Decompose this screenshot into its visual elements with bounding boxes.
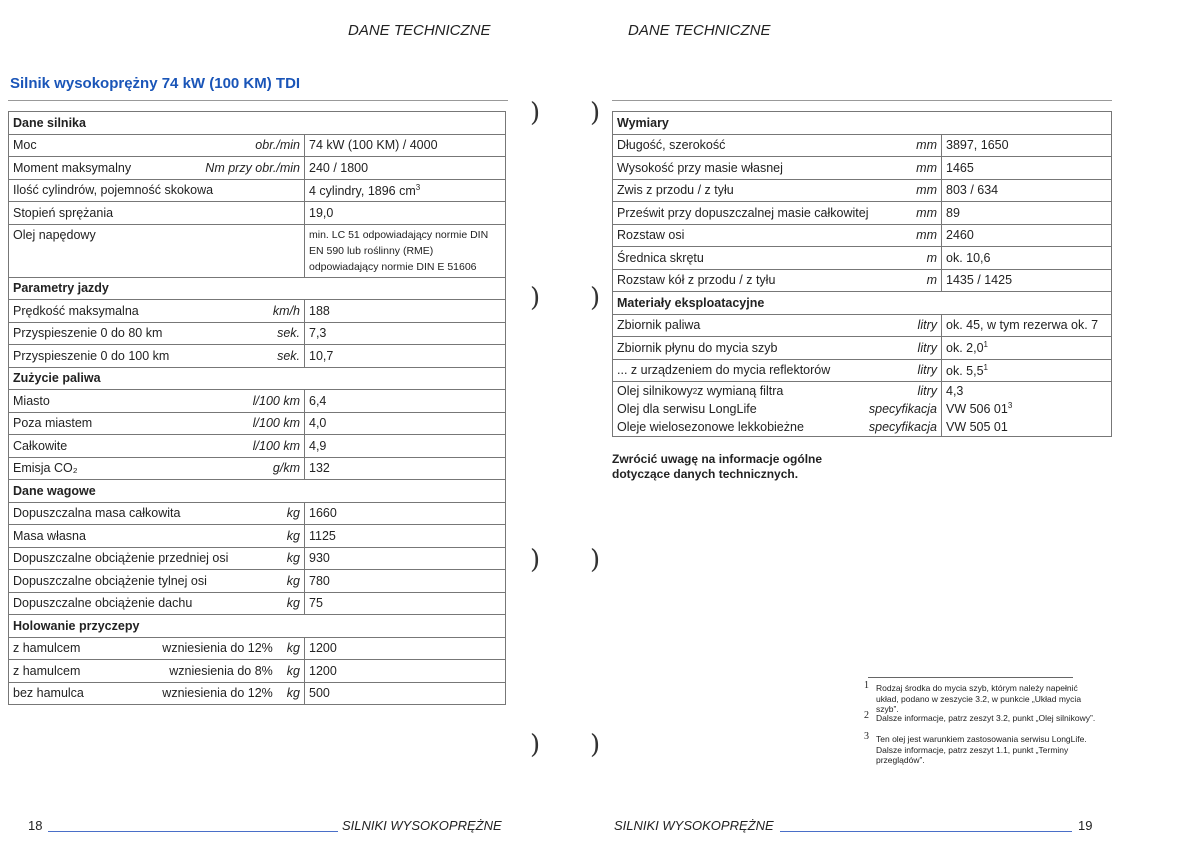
table-row (9, 457, 506, 480)
table-row (9, 637, 506, 660)
table-row (9, 592, 506, 615)
dimensions-table (612, 111, 1112, 437)
row-unit: obr./min (255, 138, 300, 153)
footnote-number: 2 (864, 710, 869, 721)
value-text: 930 (309, 551, 330, 566)
table-row (613, 400, 1112, 418)
value-text: ok. 2,0 (946, 341, 984, 356)
row-unit: kg (286, 663, 300, 678)
row-unit: l/100 km (252, 416, 300, 431)
table-row (9, 570, 506, 593)
row-label-cell (9, 322, 305, 345)
row-label-cell (613, 247, 942, 270)
row-value (305, 322, 506, 345)
value-text: 4,0 (309, 416, 327, 431)
value-text: 1125 (309, 528, 336, 543)
row-label: Całkowite (13, 438, 68, 453)
row-unit: mm (916, 205, 937, 220)
section-header-row (9, 615, 506, 638)
row-value (305, 660, 506, 683)
row-label-cell (613, 202, 942, 225)
row-label: Przyspieszenie 0 do 80 km (13, 326, 163, 341)
footnote-number: 3 (864, 731, 869, 742)
row-condition: wzniesienia do 8% (169, 663, 273, 678)
row-label: Olej napędowy (13, 227, 96, 242)
row-label-wrap (13, 161, 300, 175)
value-text: 1465 (946, 160, 974, 175)
row-label: Dopuszczalna masa całkowita (13, 506, 181, 521)
row-label: Masa własna (13, 528, 86, 543)
footnote (864, 680, 1101, 715)
row-label-cell (613, 400, 942, 418)
row-label: Moment maksymalny (13, 160, 132, 175)
row-label-wrap (617, 273, 937, 287)
table-row (613, 337, 1112, 360)
row-value (942, 179, 1112, 202)
table-row (9, 134, 506, 157)
footnote-text: Dalsze informacje, patrz zeszyt 3.2, punkt „Olej silnikowy”. (876, 713, 1096, 723)
row-value (942, 247, 1112, 270)
binding-hole-icon: ) (590, 283, 601, 313)
row-label: Zbiornik paliwa (617, 318, 701, 333)
binding-hole-icon: ) (590, 545, 601, 575)
row-label: Miasto (13, 393, 50, 408)
row-label: Oleje wielosezonowe lekkobieżne (617, 420, 804, 434)
row-label: Moc (13, 138, 37, 153)
row-label-cell (9, 525, 305, 548)
row-unit: litry (917, 318, 937, 333)
footnote-number: 1 (864, 680, 869, 691)
row-label: Ilość cylindrów, pojemność skokowa (13, 183, 214, 198)
row-value (942, 157, 1112, 180)
table-row (613, 314, 1112, 337)
row-label-cell (9, 502, 305, 525)
value-text: 4,9 (309, 438, 327, 453)
footer-right-text: SILNIKI WYSOKOPRĘŻNE (614, 818, 774, 833)
row-unit: g/km (272, 461, 300, 476)
value-text: 780 (309, 573, 330, 588)
value-text: 19,0 (309, 205, 334, 220)
binding-hole-icon: ) (590, 98, 601, 128)
row-label: Długość, szerokość (617, 138, 726, 153)
row-value (942, 359, 1112, 382)
row-label-cell (9, 345, 305, 368)
table-row (9, 412, 506, 435)
value-text: 6,4 (309, 393, 327, 408)
table-row (9, 502, 506, 525)
section-title: Holowanie przyczepy (9, 615, 506, 638)
row-value (942, 202, 1112, 225)
footnote-ref: 3 (415, 182, 421, 192)
row-unit: sek. (277, 348, 300, 363)
value-text: 500 (309, 686, 330, 701)
divider (8, 100, 508, 101)
row-label-cell (613, 418, 942, 437)
footnote-text: Ten olej jest warunkiem zastosowania serwisu LongLife. Dalsze informacje, patrz zeszyt 1.1, punkt „Terminy przeglądów”. (876, 734, 1087, 765)
value-text: 7,3 (309, 326, 327, 341)
value-text: 132 (309, 461, 330, 476)
table-row (9, 660, 506, 683)
row-label-cell (9, 637, 305, 660)
footnote-text: Rodzaj środka do mycia szyb, którym należy napełnić układ, podano w zeszycie 3.2, w punkcie „Układ mycia szyb”. (876, 683, 1082, 714)
footnote (864, 710, 1101, 724)
row-label: Olej dla serwisu LongLife (617, 402, 757, 416)
row-value (305, 345, 506, 368)
row-label-wrap (13, 461, 300, 475)
row-value (942, 134, 1112, 157)
value-text: VW 506 01 (946, 402, 1008, 417)
row-label: Zwis z przodu / z tyłu (617, 183, 734, 198)
value-text: 1200 (309, 641, 337, 656)
row-label-cell (613, 359, 942, 382)
row-value (942, 400, 1112, 418)
section-title: Zużycie paliwa (9, 367, 506, 390)
row-label-wrap (617, 251, 937, 265)
row-value (305, 224, 506, 277)
row-label: Wysokość przy masie własnej (617, 160, 783, 175)
value-text: 1200 (309, 663, 337, 678)
table-row (9, 157, 506, 180)
row-value (942, 382, 1112, 401)
row-label-cell (9, 660, 305, 683)
row-value (305, 300, 506, 323)
row-label-cell (9, 202, 305, 225)
row-value (305, 637, 506, 660)
row-value (305, 457, 506, 480)
row-label-wrap (13, 641, 300, 655)
row-label: Przyspieszenie 0 do 100 km (13, 348, 170, 363)
row-label-cell (9, 435, 305, 458)
table-row (9, 682, 506, 705)
row-label-cell (9, 547, 305, 570)
row-value (305, 412, 506, 435)
value-text: 240 / 1800 (309, 160, 369, 175)
row-label-wrap (617, 183, 937, 197)
row-label-wrap (13, 664, 300, 678)
row-unit: mm (916, 228, 937, 243)
footnote-ref: 2 (692, 386, 698, 396)
row-label-cell (9, 179, 305, 202)
row-label-cell (613, 134, 942, 157)
row-unit: kg (286, 573, 300, 588)
row-label-cell (9, 592, 305, 615)
row-label-cell (613, 179, 942, 202)
row-value (942, 314, 1112, 337)
row-unit: specyfikacja (868, 420, 937, 434)
value-text: 803 / 634 (946, 183, 999, 198)
value-text: 1660 (309, 506, 337, 521)
row-unit: litry (917, 384, 937, 398)
row-label: Stopień sprężania (13, 205, 114, 220)
section-header-row (9, 480, 506, 503)
row-label: Poza miastem (13, 416, 93, 431)
page-title: Silnik wysokoprężny 74 kW (100 KM) TDI (10, 75, 301, 92)
row-label: Dopuszczalne obciążenie tylnej osi (13, 573, 207, 588)
row-value (305, 502, 506, 525)
value-text: 4 cylindry, 1896 cm (309, 183, 416, 198)
value-text: ok. 45, w tym rezerwa ok. 7 (946, 318, 1099, 333)
footer-rule (780, 831, 1072, 832)
table-row (9, 547, 506, 570)
row-unit: sek. (277, 326, 300, 341)
table-row (613, 418, 1112, 437)
row-label-cell (613, 382, 942, 401)
row-value (305, 547, 506, 570)
section-title: Dane silnika (9, 112, 506, 135)
row-condition: wzniesienia do 12% (162, 641, 273, 656)
row-label-cell (9, 224, 305, 277)
row-label-suffix: z wymianą filtra (697, 384, 784, 398)
general-info-note: Zwrócić uwagę na informacje ogólne dotyczące danych technicznych. (612, 452, 823, 481)
binding-hole-icon: ) (530, 730, 541, 760)
row-label-wrap (13, 596, 300, 610)
section-header-row (613, 292, 1112, 315)
row-label-wrap (13, 206, 300, 220)
table-row (9, 300, 506, 323)
row-label: z hamulcem (13, 641, 81, 656)
row-unit: kg (286, 686, 300, 701)
row-label-wrap (13, 506, 300, 520)
row-label: Rozstaw osi (617, 228, 685, 243)
row-label-wrap (13, 304, 300, 318)
value-text: 74 kW (100 KM) / 4000 (309, 138, 438, 153)
page-number-left: 18 (28, 818, 43, 833)
row-value (305, 570, 506, 593)
row-label-wrap (617, 138, 937, 152)
table-row (613, 202, 1112, 225)
row-label-cell (9, 300, 305, 323)
row-label-wrap (617, 161, 937, 175)
header-right: DANE TECHNICZNE (628, 22, 771, 39)
value-text: ok. 5,5 (946, 363, 984, 378)
row-label-wrap (617, 318, 937, 332)
row-label: Olej silnikowy (617, 384, 693, 398)
table-row (613, 157, 1112, 180)
table-row (613, 179, 1112, 202)
table-row (9, 224, 506, 277)
row-unit: km/h (272, 303, 300, 318)
table-row (613, 382, 1112, 401)
row-label-wrap (13, 394, 300, 408)
row-label-wrap (13, 326, 300, 340)
row-value (942, 269, 1112, 292)
row-label-wrap (13, 228, 300, 242)
table-row (9, 435, 506, 458)
footnote-ref: 1 (983, 362, 988, 372)
row-label-cell (9, 134, 305, 157)
table-row (613, 247, 1112, 270)
row-value (305, 435, 506, 458)
row-unit: kg (286, 641, 300, 656)
value-text: VW 505 01 (946, 420, 1008, 434)
row-label-cell (613, 157, 942, 180)
row-label: Dopuszczalne obciążenie dachu (13, 596, 193, 611)
row-unit: mm (916, 160, 937, 175)
row-label-cell (9, 157, 305, 180)
binding-hole-icon: ) (590, 730, 601, 760)
value-text: 3897, 1650 (946, 138, 1009, 153)
footnote-divider (868, 677, 1073, 678)
binding-hole-icon: ) (530, 98, 541, 128)
row-value (305, 592, 506, 615)
row-unit: kg (286, 528, 300, 543)
table-row (613, 269, 1112, 292)
row-label: z hamulcem (13, 663, 81, 678)
row-label-wrap (617, 206, 937, 220)
value-text: 89 (946, 205, 960, 220)
table-row (9, 322, 506, 345)
value-text: 75 (309, 596, 323, 611)
row-unit: litry (917, 363, 937, 378)
row-label: Dopuszczalne obciążenie przedniej osi (13, 551, 229, 566)
row-label-wrap (13, 686, 300, 700)
table-row (613, 134, 1112, 157)
table-row (9, 525, 506, 548)
section-title: Wymiary (613, 112, 1112, 135)
row-label-wrap (617, 341, 937, 355)
row-unit: mm (916, 183, 937, 198)
row-value (305, 134, 506, 157)
row-unit: specyfikacja (868, 402, 937, 416)
row-unit: m (926, 273, 937, 288)
row-unit: litry (917, 340, 937, 355)
row-label-cell (9, 682, 305, 705)
row-value (305, 202, 506, 225)
footnote (864, 731, 1101, 766)
table-row (9, 202, 506, 225)
row-unit: m (926, 250, 937, 265)
row-unit: kg (286, 506, 300, 521)
row-label-wrap (617, 384, 937, 398)
table-row (9, 390, 506, 413)
row-label-wrap (13, 529, 300, 543)
row-label-cell (9, 412, 305, 435)
row-unit: l/100 km (252, 438, 300, 453)
row-condition: wzniesienia do 12% (162, 686, 273, 701)
value-text: 10,7 (309, 348, 334, 363)
row-value (942, 337, 1112, 360)
value-text: 1435 / 1425 (946, 273, 1013, 288)
binding-hole-icon: ) (530, 545, 541, 575)
row-unit: Nm przy obr./min (205, 160, 300, 175)
value-text: 188 (309, 303, 330, 318)
row-value (942, 418, 1112, 437)
section-header-row (9, 112, 506, 135)
row-label-wrap (617, 402, 937, 416)
row-label-wrap (617, 363, 937, 377)
table-row (613, 359, 1112, 382)
row-label-wrap (13, 439, 300, 453)
row-label: Zbiornik płynu do mycia szyb (617, 340, 778, 355)
section-header-row (9, 277, 506, 300)
row-label-wrap (617, 420, 937, 434)
row-label-cell (613, 224, 942, 247)
row-label-wrap (617, 228, 937, 242)
value-text: min. LC 51 odpowiadający normie DIN EN 590 lub roślinny (RME) odpowiadający normie DIN E 51606 (309, 228, 489, 273)
row-label-wrap (13, 551, 300, 565)
row-label-cell (9, 390, 305, 413)
section-header-row (613, 112, 1112, 135)
row-label-cell (9, 457, 305, 480)
page-number-right: 19 (1078, 818, 1093, 833)
row-label: Rozstaw kół z przodu / z tyłu (617, 273, 776, 288)
row-unit: l/100 km (252, 393, 300, 408)
footer-left-text: SILNIKI WYSOKOPRĘŻNE (342, 818, 502, 833)
row-value (942, 224, 1112, 247)
row-unit: mm (916, 138, 937, 153)
row-label-cell (613, 337, 942, 360)
row-unit: kg (286, 551, 300, 566)
section-header-row (9, 367, 506, 390)
row-label: ... z urządzeniem do mycia reflektorów (617, 363, 831, 378)
row-label-cell (613, 314, 942, 337)
row-value (305, 390, 506, 413)
table-row (9, 345, 506, 368)
footnote-ref: 3 (1007, 401, 1013, 411)
value-text: 4,3 (946, 384, 964, 398)
table-row (9, 179, 506, 202)
row-label: Prędkość maksymalna (13, 303, 139, 318)
row-value (305, 682, 506, 705)
row-label: Średnica skrętu (617, 250, 704, 265)
value-text: ok. 10,6 (946, 250, 991, 265)
row-label-wrap (13, 416, 300, 430)
row-label-wrap (13, 183, 300, 197)
section-title: Materiały eksploatacyjne (613, 292, 1112, 315)
row-label-cell (613, 269, 942, 292)
value-text: 2460 (946, 228, 974, 243)
section-title: Dane wagowe (9, 480, 506, 503)
row-label: Prześwit przy dopuszczalnej masie całkowitej (617, 205, 869, 220)
row-label-cell (9, 570, 305, 593)
table-row (613, 224, 1112, 247)
footnote-ref: 1 (983, 340, 988, 350)
row-label-wrap (13, 138, 300, 152)
row-label: Emisja CO₂ (13, 461, 78, 476)
engine-spec-table (8, 111, 506, 705)
row-label-wrap (13, 349, 300, 363)
header-left: DANE TECHNICZNE (348, 22, 491, 39)
divider (612, 100, 1112, 101)
row-unit: kg (286, 596, 300, 611)
row-label-wrap (13, 574, 300, 588)
section-title: Parametry jazdy (9, 277, 506, 300)
row-value (305, 525, 506, 548)
row-value (305, 157, 506, 180)
row-value (305, 179, 506, 202)
row-label: bez hamulca (13, 686, 84, 701)
binding-hole-icon: ) (530, 283, 541, 313)
footer-rule (48, 831, 338, 832)
